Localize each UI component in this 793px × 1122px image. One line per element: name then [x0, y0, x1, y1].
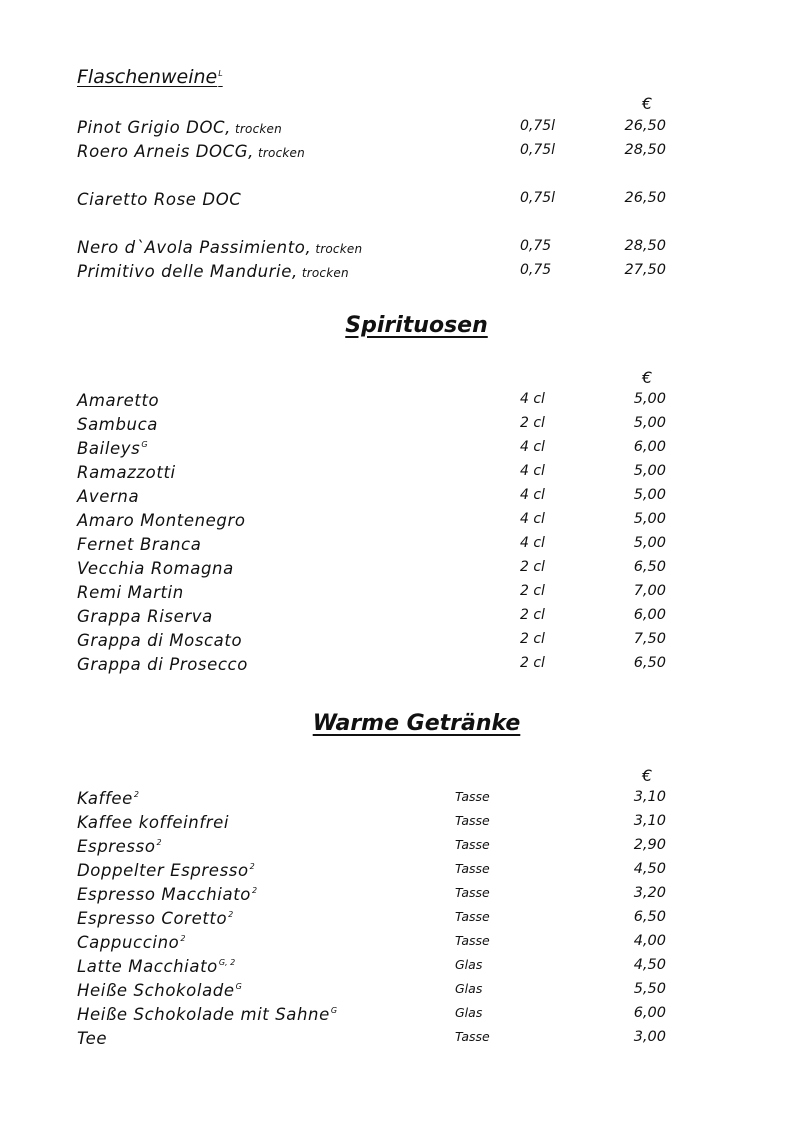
item-name: Ramazzotti: [77, 463, 176, 482]
menu-row: [0, 439, 793, 463]
item-unit: Glas: [455, 1005, 483, 1020]
menu-row: [0, 655, 793, 679]
item-price: 2,90: [633, 837, 666, 853]
item-price: 3,10: [633, 813, 666, 829]
item-volume: 4 cl: [520, 463, 545, 479]
item-price: 6,50: [633, 655, 666, 671]
item-price: 5,00: [633, 511, 666, 527]
menu-row: [0, 463, 793, 487]
menu-row: [0, 789, 793, 813]
menu-row: [0, 1005, 793, 1029]
item-name: Primitivo delle Mandurie, trocken: [77, 262, 349, 281]
item-unit: Tasse: [455, 885, 490, 900]
item-note: trocken: [301, 266, 349, 280]
item-volume: 0,75l: [520, 142, 556, 158]
item-price: 5,00: [633, 391, 666, 407]
item-volume: 2 cl: [520, 631, 545, 647]
menu-row: [0, 933, 793, 957]
item-volume: 4 cl: [520, 511, 545, 527]
item-price: 7,00: [633, 583, 666, 599]
item-price: 7,50: [633, 631, 666, 647]
item-volume: 2 cl: [520, 559, 545, 575]
item-volume: 4 cl: [520, 535, 545, 551]
item-name: Fernet Branca: [77, 535, 202, 554]
item-price: 3,10: [633, 789, 666, 805]
hot-drinks-currency-label: €: [642, 766, 653, 785]
item-price: 6,00: [633, 439, 666, 455]
wine-title-superscript: L: [218, 69, 223, 78]
item-unit: Glas: [455, 957, 483, 972]
item-name: Grappa di Prosecco: [77, 655, 248, 674]
item-price: 27,50: [624, 262, 666, 278]
menu-row: [0, 1029, 793, 1053]
item-name: Vecchia Romagna: [77, 559, 234, 578]
item-unit: Tasse: [455, 909, 490, 924]
menu-row: [0, 559, 793, 583]
item-name: Pinot Grigio DOC, trocken: [77, 118, 282, 137]
wine-section-title: [77, 66, 223, 88]
item-price: 6,50: [633, 909, 666, 925]
item-name: Espresso$^2$: [77, 837, 162, 856]
item-unit: Tasse: [455, 933, 490, 948]
item-name: Espresso Macchiato$^2$: [77, 885, 258, 904]
item-name: Espresso Coretto$^2$: [77, 909, 234, 928]
item-volume: 2 cl: [520, 655, 545, 671]
menu-row: [0, 957, 793, 981]
item-price: 3,20: [633, 885, 666, 901]
item-unit: Tasse: [455, 861, 490, 876]
item-name: Cappuccino$^2$: [77, 933, 186, 952]
item-price: 6,50: [633, 559, 666, 575]
menu-row: [0, 607, 793, 631]
menu-row: [0, 981, 793, 1005]
item-unit: Tasse: [455, 813, 490, 828]
item-name: Nero d`Avola Passimiento, trocken: [77, 238, 363, 257]
item-note: trocken: [235, 122, 282, 136]
item-volume: 2 cl: [520, 415, 545, 431]
wine-title-text: Flaschenweine: [77, 66, 218, 88]
item-name: Roero Arneis DOCG, trocken: [77, 142, 305, 161]
item-unit: Tasse: [455, 789, 490, 804]
menu-row: [0, 487, 793, 511]
menu-row: [0, 391, 793, 415]
item-price: 5,00: [633, 463, 666, 479]
spirits-currency-label: €: [642, 368, 653, 387]
item-volume: 4 cl: [520, 439, 545, 455]
item-unit: Glas: [455, 981, 483, 996]
menu-row: [0, 511, 793, 535]
item-price: 28,50: [624, 238, 666, 254]
item-name: Kaffee$^2$: [77, 789, 139, 808]
item-volume: 4 cl: [520, 391, 545, 407]
menu-row: [0, 142, 793, 166]
item-name: Amaro Montenegro: [77, 511, 246, 530]
item-name: Ciaretto Rose DOC: [77, 190, 242, 209]
item-price: 5,00: [633, 487, 666, 503]
menu-row: [0, 631, 793, 655]
item-volume: 0,75l: [520, 190, 556, 206]
menu-row: [0, 535, 793, 559]
menu-row: [0, 262, 793, 286]
item-price: 5,00: [633, 415, 666, 431]
menu-row: [0, 415, 793, 439]
item-price: 3,00: [633, 1029, 666, 1045]
item-name: Kaffee koffeinfrei: [77, 813, 230, 832]
item-price: 4,50: [633, 861, 666, 877]
item-price: 5,50: [633, 981, 666, 997]
item-price: 26,50: [624, 118, 666, 134]
menu-row: [0, 909, 793, 933]
menu-row: [0, 885, 793, 909]
item-name: Averna: [77, 487, 140, 506]
item-volume: 0,75: [520, 262, 552, 278]
item-price: 28,50: [624, 142, 666, 158]
item-price: 26,50: [624, 190, 666, 206]
item-name: Heiße Schokolade$^G$: [77, 981, 242, 1000]
item-volume: 0,75: [520, 238, 552, 254]
item-price: 6,00: [633, 607, 666, 623]
item-volume: 0,75l: [520, 118, 556, 134]
item-name: Doppelter Espresso$^2$: [77, 861, 255, 880]
item-name: Grappa di Moscato: [77, 631, 243, 650]
item-unit: Tasse: [455, 837, 490, 852]
item-note: trocken: [257, 146, 305, 160]
item-price: 4,00: [633, 933, 666, 949]
wine-currency-label: €: [642, 94, 653, 113]
item-volume: 4 cl: [520, 487, 545, 503]
item-price: 6,00: [633, 1005, 666, 1021]
menu-row: [0, 861, 793, 885]
menu-row: [0, 583, 793, 607]
item-name: Baileys$^G$: [77, 439, 148, 458]
menu-row: [0, 118, 793, 142]
item-name: Grappa Riserva: [77, 607, 213, 626]
item-name: Tee: [77, 1029, 108, 1048]
item-unit: Tasse: [455, 1029, 490, 1044]
item-price: 5,00: [633, 535, 666, 551]
menu-row: [0, 837, 793, 861]
item-note: trocken: [315, 242, 363, 256]
item-volume: 2 cl: [520, 607, 545, 623]
item-name: Amaretto: [77, 391, 160, 410]
spirits-section-title: Spirituosen: [345, 313, 488, 338]
item-name: Latte Macchiato$^{G, 2}$: [77, 957, 236, 976]
item-name: Sambuca: [77, 415, 158, 434]
hot-drinks-section-title: Warme Getränke: [312, 711, 521, 736]
menu-row: [0, 190, 793, 214]
item-price: 4,50: [633, 957, 666, 973]
item-volume: 2 cl: [520, 583, 545, 599]
menu-row: [0, 238, 793, 262]
item-name: Heiße Schokolade mit Sahne$^G$: [77, 1005, 338, 1024]
menu-row: [0, 813, 793, 837]
item-name: Remi Martin: [77, 583, 184, 602]
